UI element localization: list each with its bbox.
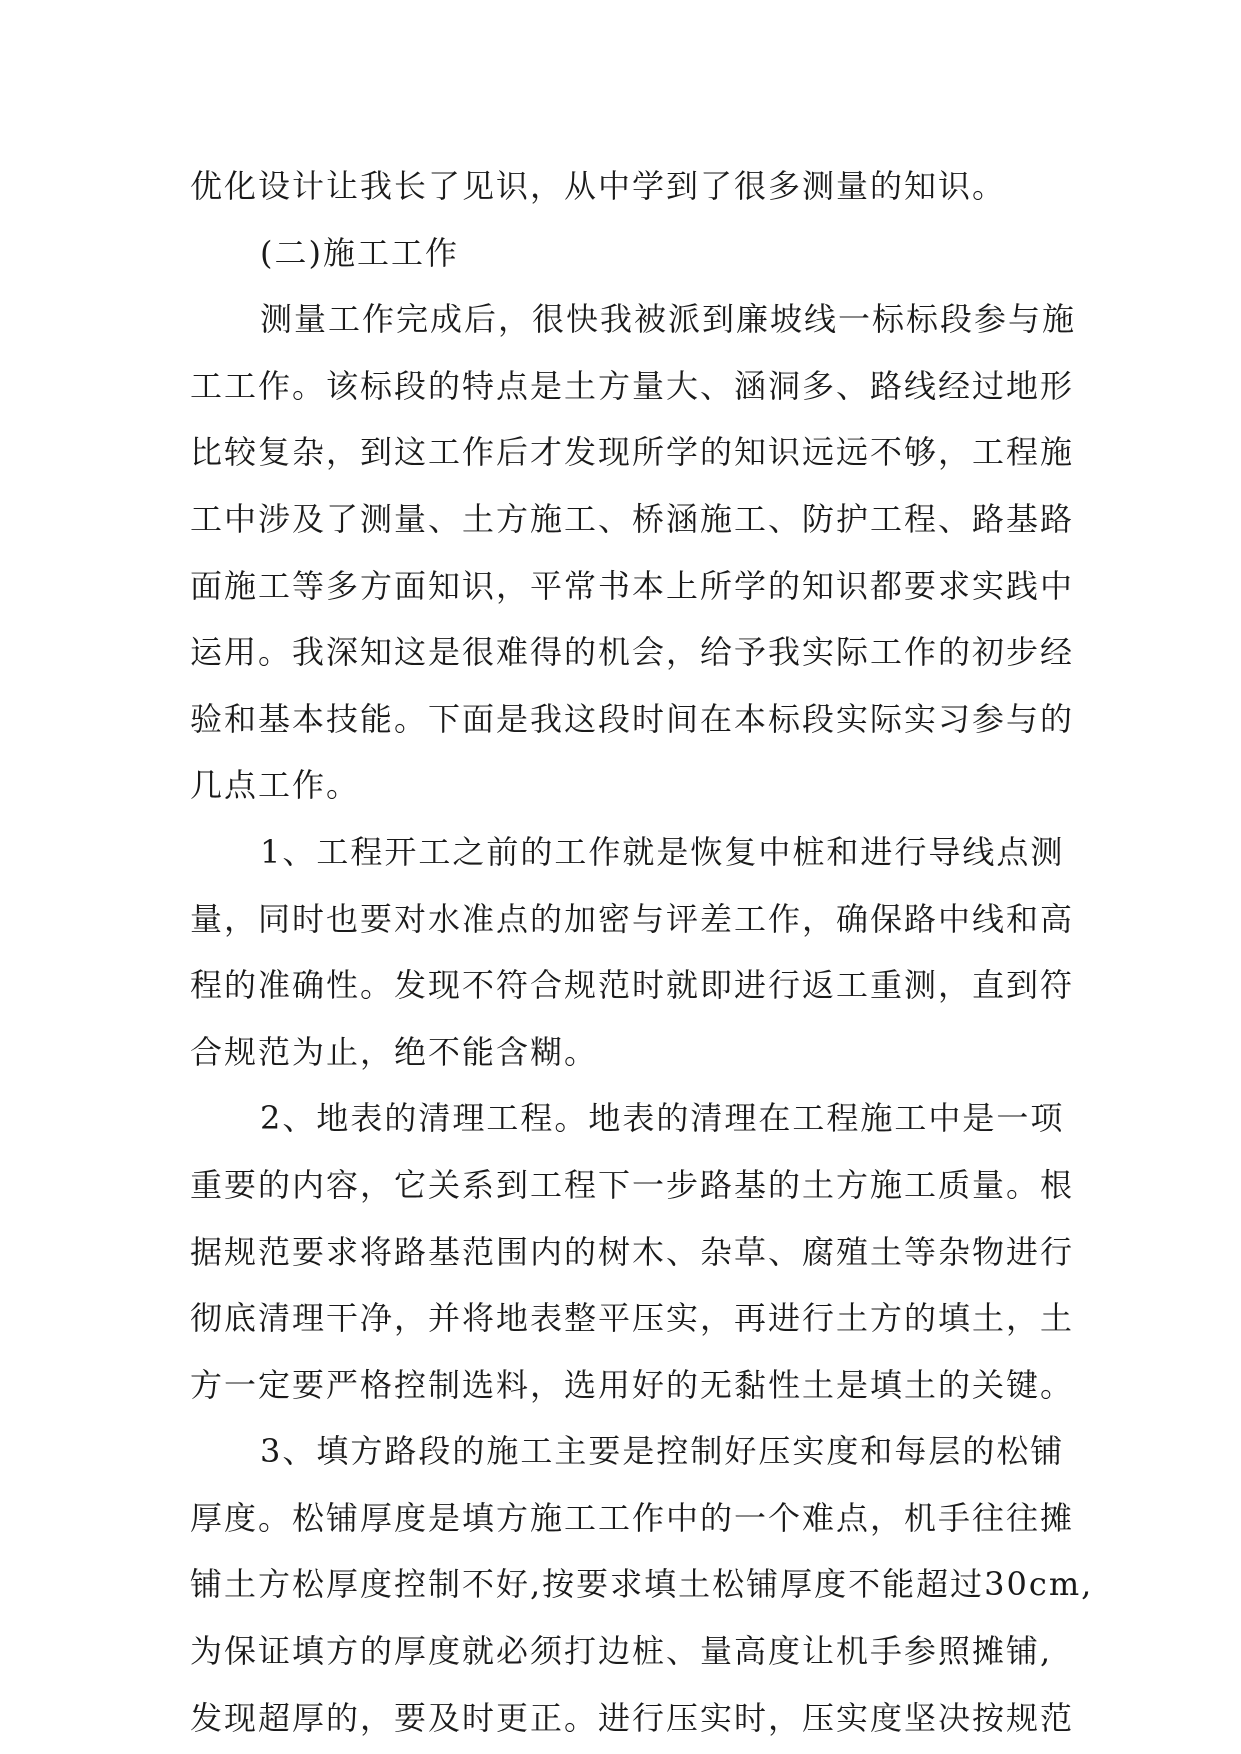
text-line: 重要的内容，它关系到工程下一步路基的土方施工质量。根 xyxy=(190,1165,1075,1204)
text-line: 据规范要求将路基范围内的树木、杂草、腐殖土等杂物进行 xyxy=(190,1232,1075,1271)
text-line: 验和基本技能。下面是我这段时间在本标段实际实习参与的 xyxy=(190,699,1075,738)
list-item-3: 3、填方路段的施工主要是控制好压实度和每层的松铺 xyxy=(260,1432,1065,1471)
document-body xyxy=(190,153,1094,1751)
text-line: 几点工作。 xyxy=(190,766,361,805)
text-line: 合规范为止，绝不能含糊。 xyxy=(190,1032,599,1071)
list-item-1: 1、工程开工之前的工作就是恢复中桩和进行导线点测 xyxy=(260,832,1065,871)
text-line: 程的准确性。发现不符合规范时就即进行返工重测，直到符 xyxy=(190,966,1075,1005)
text-line: 方一定要严格控制选料，选用好的无黏性土是填土的关键。 xyxy=(190,1365,1075,1404)
text-line: 厚度。松铺厚度是填方施工工作中的一个难点，机手往往摊 xyxy=(190,1498,1075,1537)
text-line: 面施工等多方面知识，平常书本上所学的知识都要求实践中 xyxy=(190,566,1075,605)
text-line: 为保证填方的厚度就必须打边桩、量高度让机手参照摊铺, xyxy=(190,1632,1053,1671)
text-line: 铺土方松厚度控制不好,按要求填土松铺厚度不能超过30cm, xyxy=(190,1565,1094,1604)
text-line: 运用。我深知这是很难得的机会，给予我实际工作的初步经 xyxy=(190,633,1075,672)
text-line: 优化设计让我长了见识，从中学到了很多测量的知识。 xyxy=(190,167,1007,205)
list-item-2: 2、地表的清理工程。地表的清理在工程施工中是一项 xyxy=(260,1099,1065,1138)
text-line: 比较复杂，到这工作后才发现所学的知识远远不够，工程施 xyxy=(190,433,1075,472)
text-line: 量，同时也要对水准点的加密与评差工作，确保路中线和高 xyxy=(190,899,1075,938)
text-line: 彻底清理干净，并将地表整平压实，再进行土方的填土，土 xyxy=(190,1299,1075,1338)
text-line: 工工作。该标段的特点是土方量大、涵洞多、路线经过地形 xyxy=(190,366,1075,405)
text-line: 工中涉及了测量、土方施工、桥涵施工、防护工程、路基路 xyxy=(190,499,1075,538)
text-line: 测量工作完成后，很快我被派到廉坡线一标标段参与施 xyxy=(260,300,1077,339)
section-heading: (二)施工工作 xyxy=(260,233,459,272)
text-line: 发现超厚的，要及时更正。进行压实时，压实度坚决按规范 xyxy=(190,1698,1075,1737)
